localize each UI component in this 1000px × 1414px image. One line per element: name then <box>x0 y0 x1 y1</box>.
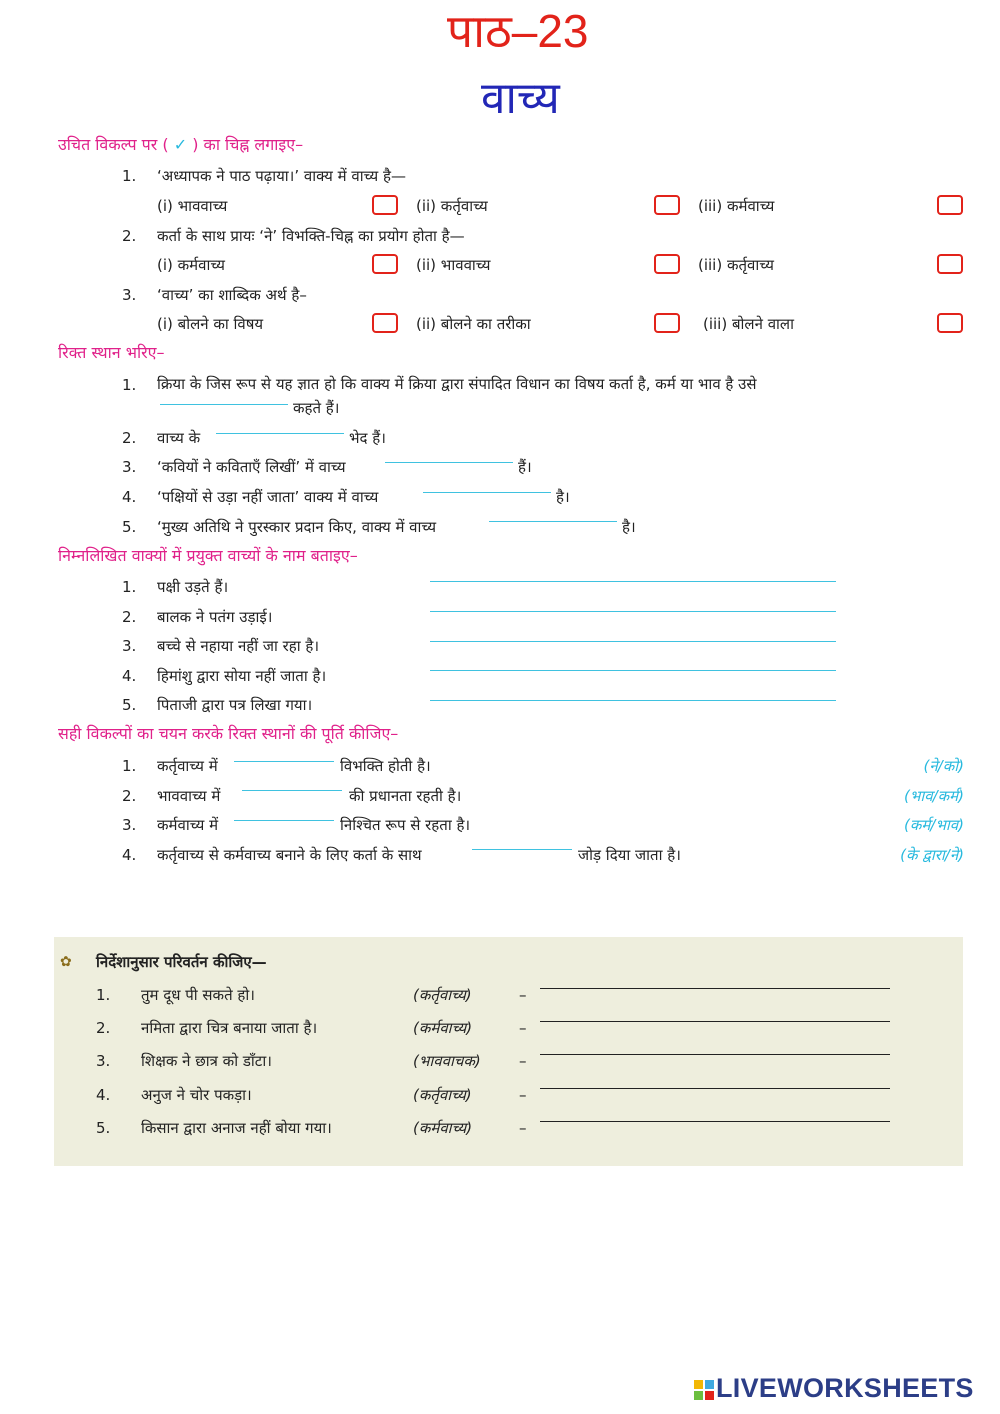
sentence-text: पक्षी उड़ते हैं। <box>157 578 229 596</box>
item-number: 5. <box>96 1119 111 1137</box>
liveworksheets-logo[interactable]: LIVEWORKSHEETS <box>716 1373 974 1403</box>
fill-text-after: है। <box>622 518 636 536</box>
dash: – <box>519 1119 527 1137</box>
item-number: 1. <box>96 986 111 1004</box>
question-text: ‘वाच्य’ का शाब्दिक अर्थ है– <box>157 286 307 304</box>
section2-heading: रिक्त स्थान भरिए– <box>58 343 165 362</box>
fill-text-after: हैं। <box>518 458 532 476</box>
fill-text-after: है। <box>556 488 570 506</box>
option-checkbox[interactable] <box>937 195 963 215</box>
fill-text-after: निश्चित रूप से रहता है। <box>340 816 471 834</box>
option-label: (ii) भाववाच्य <box>416 256 491 274</box>
item-number: 3. <box>122 458 137 476</box>
sentence-text: बच्चे से नहाया नहीं जा रहा है। <box>157 637 320 655</box>
item-number: 1. <box>122 578 137 596</box>
sentence-text: शिक्षक ने छात्र को डाँटा। <box>141 1052 272 1070</box>
fill-blank[interactable] <box>216 433 344 434</box>
answer-line[interactable] <box>540 1088 890 1089</box>
fill-text: ‘कवियों ने कविताएँ लिखीं’ में वाच्य <box>157 458 346 476</box>
option-checkbox[interactable] <box>937 313 963 333</box>
option-hint: (ने/को) <box>923 757 964 775</box>
page-title: पाठ–23 <box>447 5 589 57</box>
option-label: (iii) बोलने वाला <box>703 315 794 333</box>
fill-text: कर्तृवाच्य से कर्मवाच्य बनाने के लिए कर्ता के साथ <box>157 846 422 864</box>
sentence-text: अनुज ने चोर पकड़ा। <box>141 1086 252 1104</box>
fill-blank[interactable] <box>160 404 288 405</box>
fill-blank[interactable] <box>423 492 551 493</box>
option-label: (ii) कर्तृवाच्य <box>416 197 488 215</box>
item-number: 5. <box>122 518 137 536</box>
option-checkbox[interactable] <box>372 313 398 333</box>
question-text: ‘अध्यापक ने पाठ पढ़ाया।’ वाक्य में वाच्य है— <box>157 167 406 185</box>
question-number: 2. <box>122 227 137 245</box>
answer-line[interactable] <box>540 1054 890 1055</box>
option-checkbox[interactable] <box>654 313 680 333</box>
fill-blank[interactable] <box>489 521 617 522</box>
voice-instruction: (कर्तृवाच्य) <box>413 986 472 1004</box>
section4-heading: सही विकल्पों का चयन करके रिक्त स्थानों की पूर्ति कीजिए– <box>58 724 399 743</box>
dash: – <box>519 986 527 1004</box>
section3-heading: निम्नलिखित वाक्यों में प्रयुक्त वाच्यों के नाम बताइए– <box>58 546 358 565</box>
answer-line[interactable] <box>540 1021 890 1022</box>
fill-text: कर्तृवाच्य में <box>157 757 218 775</box>
option-hint: (के द्वारा/ने) <box>900 846 964 864</box>
item-number: 1. <box>122 376 137 394</box>
option-hint: (भाव/कर्म) <box>903 787 964 805</box>
answer-line[interactable] <box>430 700 836 701</box>
item-number: 2. <box>122 429 137 447</box>
section1-heading: उचित विकल्प पर ( ✓ ) का चिह्न लगाइए– <box>58 135 304 154</box>
voice-instruction: (कर्तृवाच्य) <box>413 1086 472 1104</box>
fill-text: ‘मुख्य अतिथि ने पुरस्कार प्रदान किए, वाक्य में वाच्य <box>157 518 437 536</box>
item-number: 5. <box>122 696 137 714</box>
liveworksheets-logo-icon <box>694 1380 714 1400</box>
dash: – <box>519 1019 527 1037</box>
sentence-text: हिमांशु द्वारा सोया नहीं जाता है। <box>157 667 327 685</box>
fill-blank[interactable] <box>242 790 342 791</box>
answer-line[interactable] <box>540 988 890 989</box>
page-subtitle: वाच्य <box>481 73 560 124</box>
fill-blank[interactable] <box>385 462 513 463</box>
fill-text: ‘पक्षियों से उड़ा नहीं जाता’ वाक्य में वाच्य <box>157 488 379 506</box>
item-number: 3. <box>122 816 137 834</box>
option-label: (i) भाववाच्य <box>157 197 228 215</box>
item-number: 4. <box>122 488 137 506</box>
fill-text-after: जोड़ दिया जाता है। <box>578 846 681 864</box>
item-number: 4. <box>122 667 137 685</box>
answer-line[interactable] <box>430 641 836 642</box>
fill-blank[interactable] <box>234 761 334 762</box>
fill-text: क्रिया के जिस रूप से यह ज्ञात हो कि वाक्य में क्रिया द्वारा संपादित विधान का विषय कर्ता है, कर्म या भाव है उसे <box>157 375 757 393</box>
voice-instruction: (भाववाचक) <box>413 1052 481 1070</box>
sentence-text: बालक ने पतंग उड़ाई। <box>157 608 273 626</box>
item-number: 3. <box>96 1052 111 1070</box>
option-hint: (कर्म/भाव) <box>903 816 964 834</box>
fill-text-after: विभक्ति होती है। <box>340 757 431 775</box>
voice-instruction: (कर्मवाच्य) <box>413 1119 473 1137</box>
fill-blank[interactable] <box>472 849 572 850</box>
fill-text-after: भेद हैं। <box>349 429 386 447</box>
flower-bullet-icon: ✿ <box>60 954 72 970</box>
item-number: 4. <box>96 1086 111 1104</box>
item-number: 1. <box>122 757 137 775</box>
answer-line[interactable] <box>430 581 836 582</box>
option-checkbox[interactable] <box>654 195 680 215</box>
fill-text-after: की प्रधानता रहती है। <box>349 787 462 805</box>
option-checkbox[interactable] <box>937 254 963 274</box>
fill-text: भाववाच्य में <box>157 787 221 805</box>
answer-line[interactable] <box>430 670 836 671</box>
item-number: 3. <box>122 637 137 655</box>
option-label: (iii) कर्मवाच्य <box>698 197 775 215</box>
option-checkbox[interactable] <box>372 254 398 274</box>
fill-text: कर्मवाच्य में <box>157 816 219 834</box>
item-number: 2. <box>122 608 137 626</box>
question-number: 1. <box>122 167 137 185</box>
answer-line[interactable] <box>540 1121 890 1122</box>
sentence-text: नमिता द्वारा चित्र बनाया जाता है। <box>141 1019 318 1037</box>
fill-blank[interactable] <box>234 820 334 821</box>
question-text: कर्ता के साथ प्रायः ‘ने’ विभक्ति-चिह्न का प्रयोग होता है— <box>157 227 465 245</box>
option-label: (i) कर्मवाच्य <box>157 256 225 274</box>
question-number: 3. <box>122 286 137 304</box>
dash: – <box>519 1052 527 1070</box>
voice-instruction: (कर्मवाच्य) <box>413 1019 473 1037</box>
section5-heading: निर्देशानुसार परिवर्तन कीजिए— <box>96 953 267 971</box>
sentence-text: तुम दूध पी सकते हो। <box>141 986 255 1004</box>
option-label: (i) बोलने का विषय <box>157 315 264 333</box>
fill-text: वाच्य के <box>157 429 201 447</box>
option-label: (ii) बोलने का तरीका <box>416 315 531 333</box>
check-mark-icon: ✓ <box>173 135 188 154</box>
dash: – <box>519 1086 527 1104</box>
option-checkbox[interactable] <box>654 254 680 274</box>
item-number: 4. <box>122 846 137 864</box>
answer-line[interactable] <box>430 611 836 612</box>
item-number: 2. <box>96 1019 111 1037</box>
sentence-text: किसान द्वारा अनाज नहीं बोया गया। <box>141 1119 332 1137</box>
sentence-text: पिताजी द्वारा पत्र लिखा गया। <box>157 696 313 714</box>
fill-text-after: कहते हैं। <box>293 399 340 417</box>
option-label: (iii) कर्तृवाच्य <box>698 256 774 274</box>
option-checkbox[interactable] <box>372 195 398 215</box>
item-number: 2. <box>122 787 137 805</box>
